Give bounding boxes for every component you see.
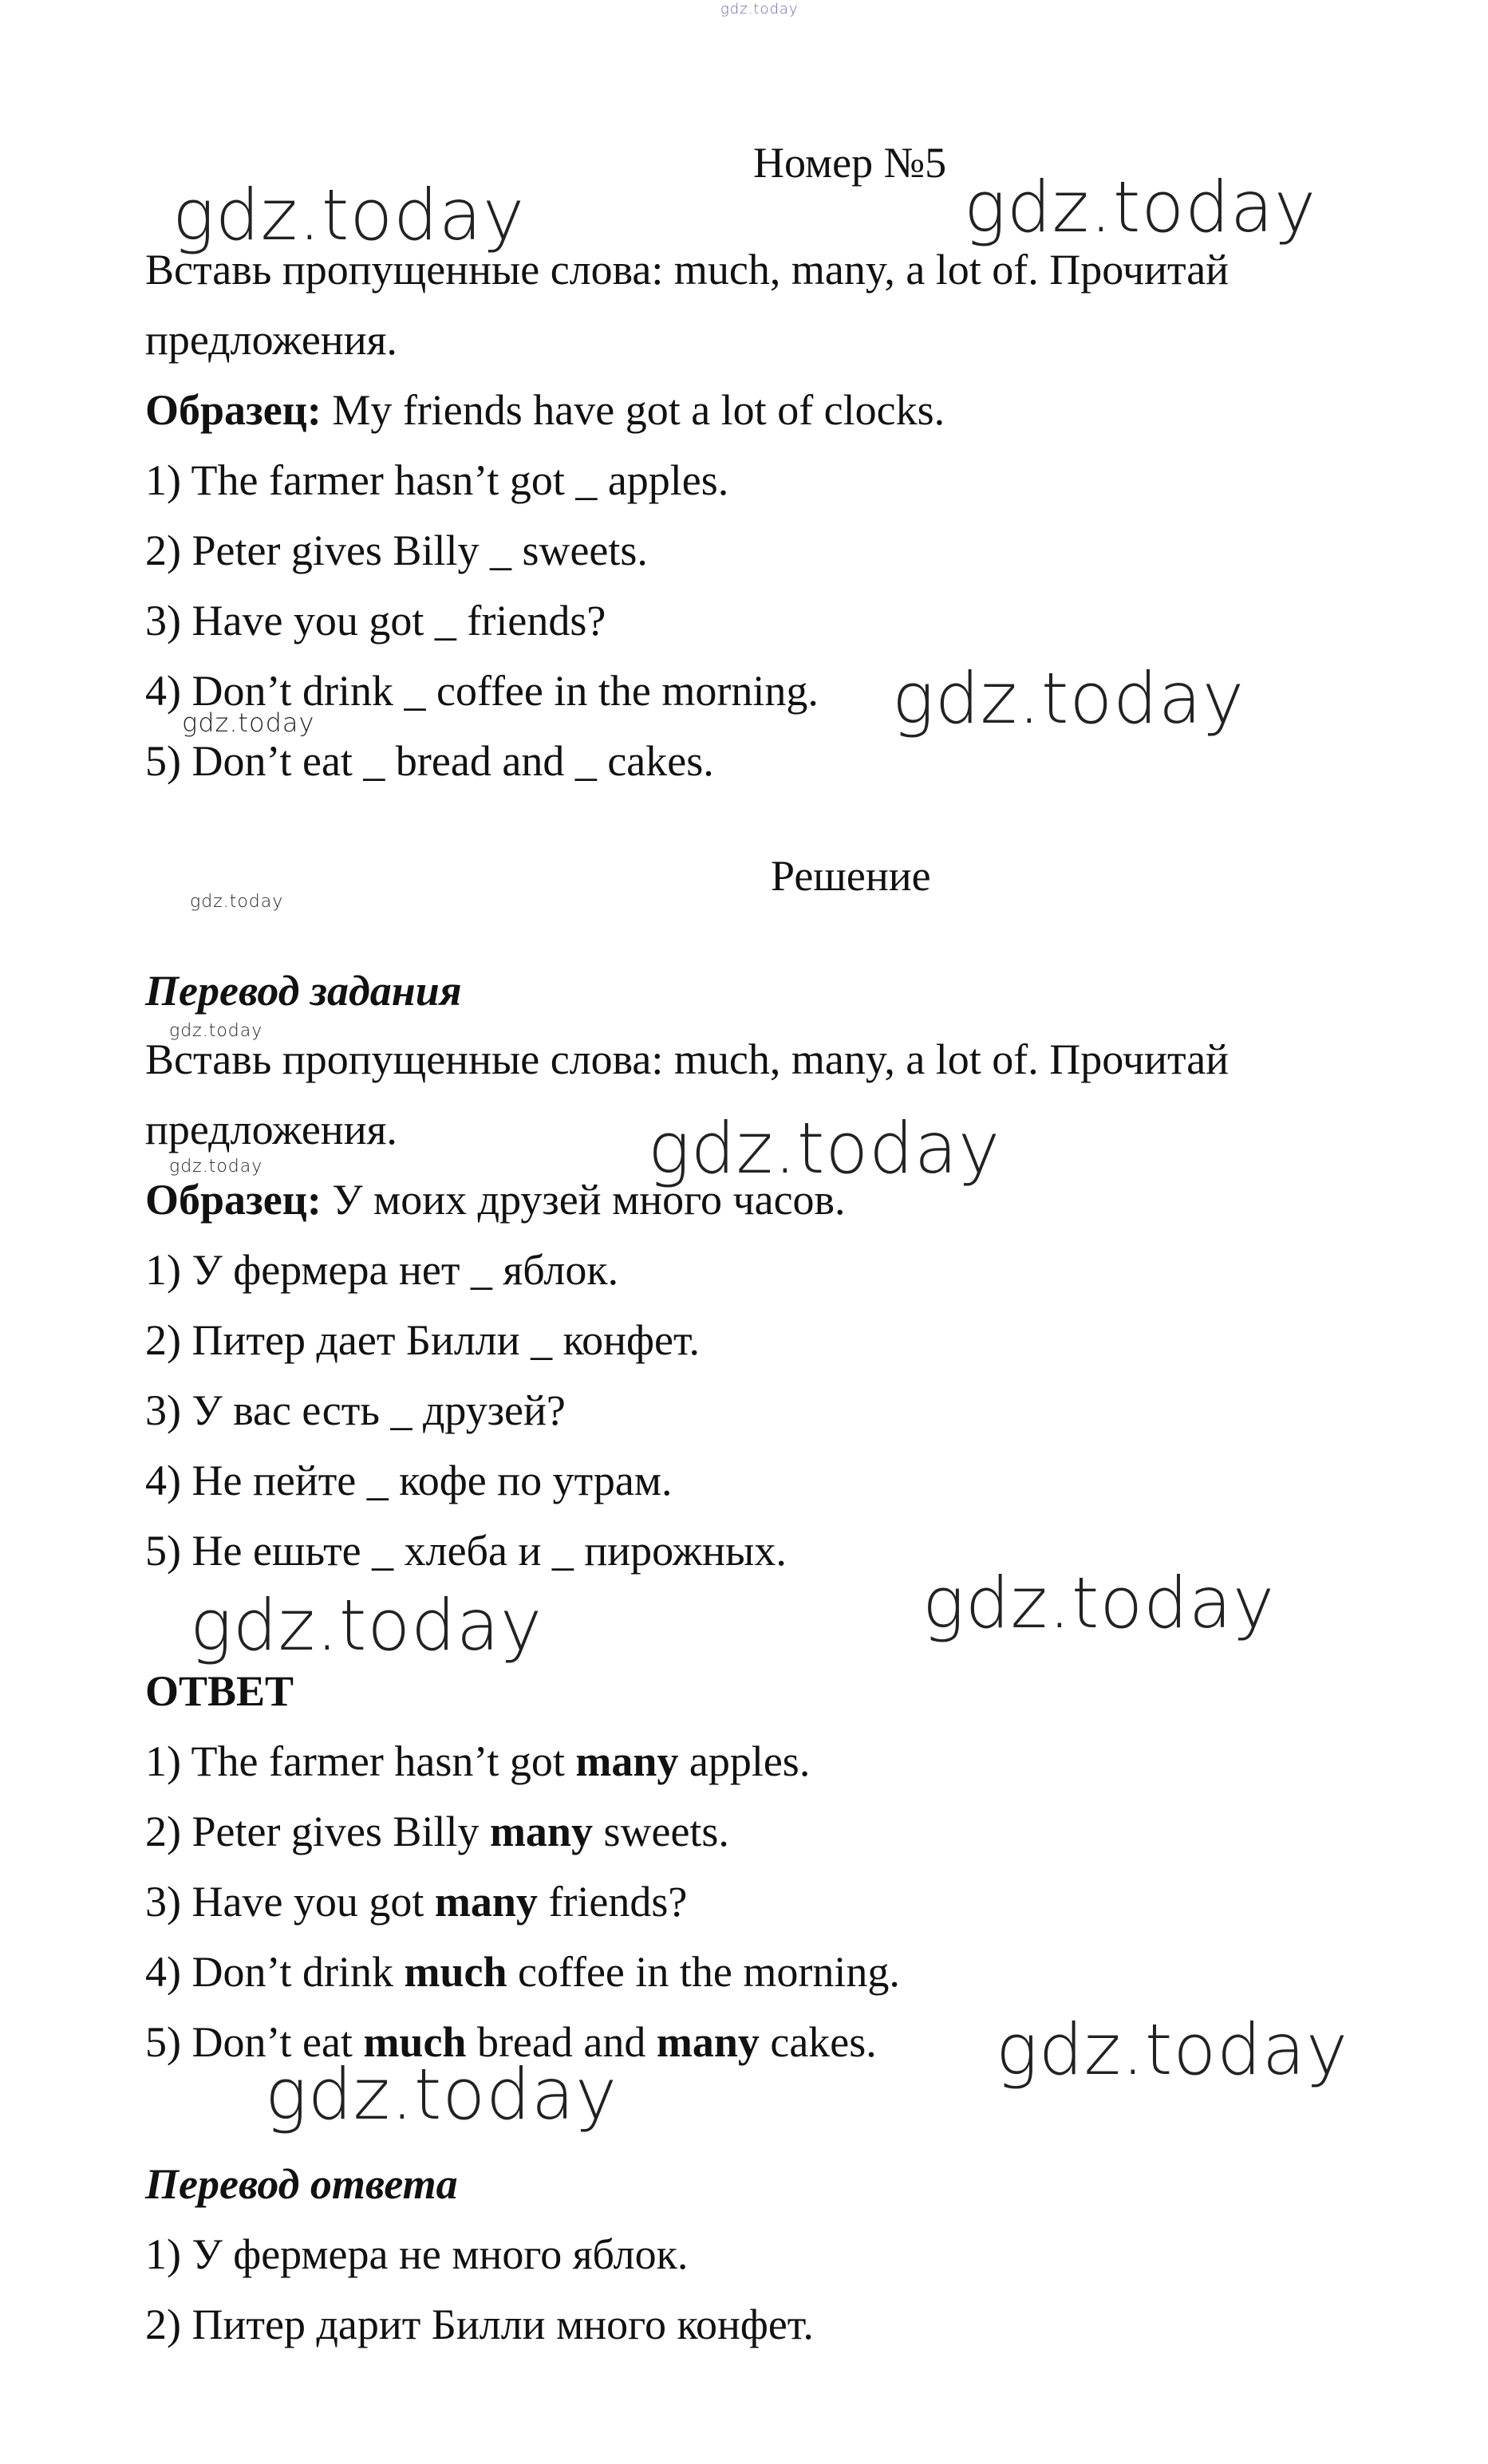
- watermark: gdz.today: [996, 2009, 1349, 2091]
- answer-text: 1) The farmer hasn’t got: [145, 1737, 576, 1785]
- watermark: gdz.today: [922, 1562, 1276, 1644]
- answer-word: many: [434, 1878, 538, 1926]
- watermark: gdz.today: [169, 1021, 263, 1041]
- solution-title: Решение: [771, 852, 931, 900]
- answer-word: much: [404, 1948, 507, 1996]
- watermark: gdz.today: [265, 2053, 618, 2135]
- task-sample: [145, 384, 945, 436]
- answer-text: 4) Don’t drink: [145, 1948, 405, 1996]
- answer-text: friends?: [537, 1878, 688, 1926]
- sample-label: Образец:: [145, 1176, 322, 1224]
- task-instruction: Вставь пропущенные слова: much, many, a lot of. Прочитай: [145, 246, 1229, 294]
- translation-sample: [145, 1174, 846, 1225]
- sample-label: Образец:: [145, 386, 322, 434]
- task-instruction-cont: предложения.: [145, 316, 397, 364]
- watermark: gdz.today: [190, 1584, 543, 1666]
- translation-item: 5) Не ешьте _ хлеба и _ пирожных.: [145, 1527, 787, 1575]
- answer-item: [145, 2017, 877, 2068]
- answer-text: bread and: [466, 2018, 657, 2066]
- task-item: 1) The farmer hasn’t got _ apples.: [145, 456, 729, 504]
- answer-text: cakes.: [759, 2018, 877, 2066]
- task-item: 4) Don’t drink _ coffee in the morning.: [145, 667, 819, 715]
- answer-item: [145, 1736, 810, 1787]
- translation-item: 1) У фермера нет _ яблок.: [145, 1246, 619, 1294]
- watermark-top: gdz.today: [720, 1, 799, 18]
- watermark: gdz.today: [892, 657, 1245, 739]
- sample-text: My friends have got a lot of clocks.: [321, 386, 945, 434]
- translation-item: 2) Питер дает Билли _ конфет.: [145, 1316, 701, 1364]
- answer-text: sweets.: [592, 1808, 729, 1855]
- watermark: gdz.today: [964, 166, 1317, 248]
- answer-word: many: [656, 2018, 760, 2066]
- translation-item: 3) У вас есть _ друзей?: [145, 1386, 566, 1434]
- task-item: 5) Don’t eat _ bread and _ cakes.: [145, 737, 714, 785]
- translation-instruction: Вставь пропущенные слова: much, many, a lot of. Прочитай: [145, 1035, 1229, 1083]
- watermark: gdz.today: [169, 1157, 263, 1177]
- page-title: Номер №5: [753, 139, 947, 187]
- answer-text: 3) Have you got: [145, 1878, 435, 1926]
- answer-item: [145, 1946, 900, 1997]
- answer-item: [145, 1876, 687, 1927]
- answer-word: many: [575, 1737, 679, 1785]
- task-item: 2) Peter gives Billy _ sweets.: [145, 526, 648, 574]
- answer-text: apples.: [678, 1737, 811, 1785]
- answer-translation-item: 2) Питер дарит Билли много конфет.: [145, 2300, 814, 2348]
- translation-item: 4) Не пейте _ кофе по утрам.: [145, 1457, 673, 1504]
- translation-instruction-cont: предложения.: [145, 1106, 397, 1153]
- translation-heading: Перевод задания: [145, 967, 462, 1015]
- task-item: 3) Have you got _ friends?: [145, 597, 606, 645]
- answer-heading: ОТВЕТ: [145, 1667, 294, 1715]
- answer-translation-heading: Перевод ответа: [145, 2160, 458, 2208]
- answer-word: many: [489, 1808, 593, 1855]
- answer-text: 2) Peter gives Billy: [145, 1808, 490, 1855]
- answer-text: 5) Don’t eat: [145, 2018, 364, 2066]
- sample-text: У моих друзей много часов.: [321, 1176, 846, 1224]
- answer-word: much: [363, 2018, 467, 2066]
- watermark: gdz.today: [182, 708, 315, 738]
- answer-item: [145, 1806, 729, 1857]
- watermark: gdz.today: [648, 1107, 1001, 1189]
- answer-translation-item: 1) У фермера не много яблок.: [145, 2230, 689, 2278]
- answer-text: coffee in the morning.: [507, 1948, 900, 1996]
- watermark: gdz.today: [172, 174, 526, 256]
- watermark: gdz.today: [190, 892, 284, 912]
